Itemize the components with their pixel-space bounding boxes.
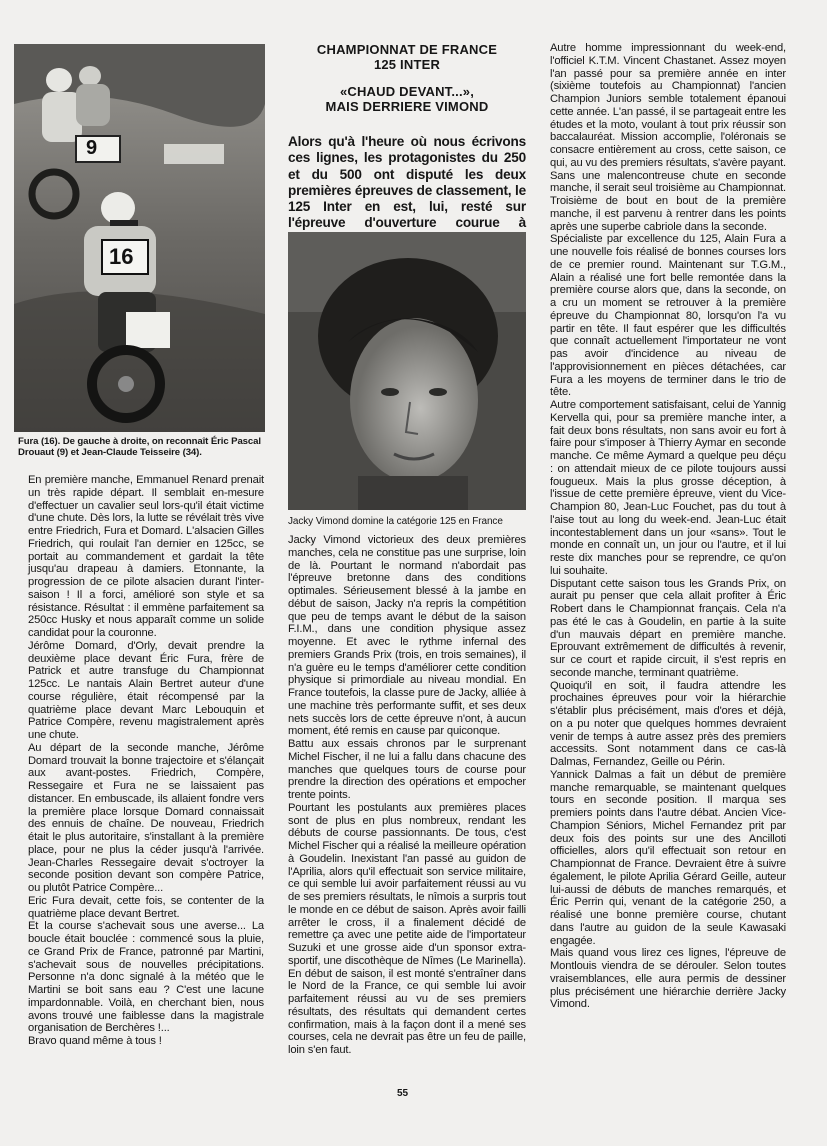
bib-number-back: 9 (86, 137, 98, 159)
col3-paragraph: Disputant cette saison tous les Grands Prix, on aurait pu penser que cela allait profiter à Éric Robert dans le Championnat français. Cela n'a pas été le cas à Goudelin, en partie à la suite d'un mauvais départ en première manche. Eprouvant extrêmement de difficultés à revenir, sur ce court et rapide circuit, il s'est repris en seconde manche, terminant quatrième. (550, 577, 786, 679)
portrait-illustration (288, 232, 526, 510)
article-heading (288, 42, 526, 114)
heading-line-3: «CHAUD DEVANT...», (339, 84, 475, 99)
column-2 (288, 534, 526, 1057)
col1-paragraph: Bravo quand même à tous ! (28, 1035, 162, 1047)
heading-line-4: MAIS DERRIERE VIMOND (325, 99, 489, 114)
col1-paragraph: Et la course s'achevait sous une averse... La boucle était bouclée : commencé sous la pluie, ce Grand Prix de France, patronné par Martini, s'achevait sous de nouvelles précipitations. Personne n'a donc signalé à la météo que le Martini se boit sans eau ? C'est une lacune impardonnable. Voilà, en cherchant bien, nous avons trouvé une faiblesse dans la magistrale organisation de Berchères !... (28, 920, 264, 1035)
col2-paragraph: Battu aux essais chronos par le surprenant Michel Fischer, il ne lui a fallu dans chacune des manches que quelques tours de course pour prendre la direction des opérations et empocher trente points. (288, 738, 526, 801)
heading-line-2: 125 INTER (373, 57, 441, 72)
col2-paragraph: Jacky Vimond victorieux des deux premières manches, cela ne constitue pas une surprise, loin de là. Pourtant le normand n'abordait pas l'épreuve bretonne dans des conditions optimales. Sérieusement blessé à la jambe en début de saison, Jacky n'a repris la compétition que peu de temps avant le début de la saison F.I.M., dans une condition physique assez moyenne. Et avec le rythme infernal des premiers Grands Prix (trois, en trois semaines), il n'a guère eu le temps d'améliorer cette condition physique si primordiale au niveau mondial. En France toutefois, la classe pure de Jacky, alliée à une machine très performante suffit, et ses deux nets succès lors de cette épreuve n'ont, à aucun moment, été remis en cause par quiconque. (288, 534, 526, 738)
col2-paragraph: Pourtant les postulants aux premières places sont de plus en plus nombreux, rendant les débuts de course passionnants. De tous, c'est Michel Fischer qui a réalisé la meilleure opération à Goudelin. Inexistant l'an passé au guidon de l'Aprilia, alors qu'il effectuait son service militaire, ce qui semble lui avoir parfaitement réussi au vu de ses premiers résultats, le nîmois a surpris tout le monde en ce début de saison. Après avoir failli arrêter le cross, il a finalement décidé de remettre ça avec une petite aide de l'importateur Suzuki et une grosse aide d'un sponsor extra-sportif, une discothèque de Nîmes (Le Marinella). En début de saison, il est monté s'entraîner dans le Nord de la France, ce qui semble lui avoir parfaitement réussi au vu de ses premiers résultats, des résultats qui demandent certes confirmation, mais à la façon dont il a mené ses courses, cela ne devrait pas être un feu de paille, loin s'en faut. (288, 801, 526, 1056)
col3-paragraph: Mais quand vous lirez ces lignes, l'épreuve de Montlouis viendra de se dérouler. Selon toutes vraisemblances, elle aura permis de dessiner plus précisément une hiérarchie derrière Jacky Vimond. (550, 947, 786, 1011)
column-1 (28, 474, 264, 1048)
col3-paragraph: Yannick Dalmas a fait un début de première manche remarquable, se maintenant quelques tours en seconde position. Il marqua ses premiers points dans l'autre débat. Ancien Vice-Champion Séniors, Michel Fernandez prit par deux fois des points sur une des Ancilloti officielles, alors qu'il effectuait son retour en Championnat de France. Devraient être à suivre également, le pilote Aprilia Gérard Geille, auteur lui-aussi de débuts de manches remarqués, et Éric Perrin qui, venant de la catégorie 250, a réalisé une bonne première course, chutant dans l'autre au guidon de la seule Kawasaki engagée. (550, 768, 786, 947)
col1-paragraph: Eric Fura devait, cette fois, se contenter de la quatrième place devant Bertret. (28, 894, 264, 920)
col3-paragraph: Spécialiste par excellence du 125, Alain Fura a une nouvelle fois réalisé de bonnes courses lors de ce premier round. Maintenant sur T.G.M., Alain a réalisé une fort belle remontée dans la première course alors que, dans la seconde, on a cru un moment se retrouver à la première épreuve du Championnat 80, lorsqu'on l'a vu partir en tête. Il faut espérer que les difficultés que connaît actuellement l'importateur ne vont pas avoir d'incidence au niveau de l'approvisionnement en pièces détachées, car Fura a les moyens de terminer dans le trio de tête. (550, 233, 786, 399)
col1-paragraph: En première manche, Emmanuel Renard prenait un très rapide départ. Il semblait en-mesure d'effectuer un cavalier seul lors-qu'il était victime d'une chute. Dès lors, la lutte se révélait très vive entre Friedrich, Fura et Domard. L'alsacien Gilles Friedrich, qui roulait l'an dernier en 125cc, se portait au commandement et gardait la tête jusqu'au drapeau à damiers. Etonnante, la progression de ce pilote alsacien durant l'inter-saison ! Il a forci, amélioré son style et sa résistance. Résultat : il emmène parfaitement sa 250cc Husky et nous apparaît comme un solide candidat pour la couronne. (28, 474, 264, 639)
article-lead: Alors qu'à l'heure où nous écrivons ces lignes, les protagonistes du 250 et du 500 ont disputé les deux premières épreuves de classement, le 125 Inter en est, lui, resté sur l'épreuve d'ouverture courue à (288, 134, 526, 231)
col1-paragraph: Au départ de la seconde manche, Jérôme Domard trouvait la bonne trajectoire et s'élançait aux avant-postes. Friedrich, Compère, Ressegaire et Fura ne se laissaient pas distancer. En embuscade, ils allaient fondre vers la première place lorsque Domard connaissait des ennuis de chaîne. De nouveau, Friedrich était le plus autoritaire, s'installant à la première place, pour ne plus la céder jusqu'à l'arrivée. Jean-Charles Ressegaire devait s'octroyer la seconde position devant son compère Patrice, ou plutôt Patrice Compère... (28, 741, 264, 894)
bib-number-front: 16 (109, 244, 134, 269)
page-number: 55 (397, 1088, 409, 1099)
motocross-photo (14, 44, 265, 432)
motocross-illustration (14, 44, 265, 432)
photo-caption-riders: Fura (16). De gauche à droite, on reconnaît Éric Pascal Drouaut (9) et Jean-Claude Teisseire (34). (18, 436, 261, 458)
heading-line-1: CHAMPIONNAT DE FRANCE (316, 42, 498, 57)
col1-paragraph: Jérôme Domard, d'Orly, devait prendre la deuxième place devant Éric Fura, frère de Patrick et autre transfuge du Championnat 125cc. Le nantais Alain Bertret auteur d'une course régulière, était récompensé par la quatrième place devant Marc Lebouquin et Patrice Compère, revenu magistralement après une chute. (28, 639, 264, 741)
photo-caption-vimond: Jacky Vimond domine la catégorie 125 en France (288, 516, 503, 527)
portrait-photo (288, 232, 526, 510)
column-3 (550, 42, 786, 1011)
col3-paragraph: Autre comportement satisfaisant, celui de Yannig Kervella qui, pour sa première manche inter, a fait deux bons résultats, non sans avoir eu fort à faire pour s'imposer à Thierry Aymar en seconde manche. Ce même Aymard a quelque peu déçu : on attendait mieux de ce pilote toujours aussi fougueux. Mais la plus grosse déception, à l'issue de cette première épreuve, vient du Vice-Champion 80, Jean-Luc Fouchet, pas du tout à l'aise tout au long du week-end. Jean-Luc était incontestablement dans un jour «sans». Tout le monde en connaît un, un jour ou l'autre, et il lui reste dix manches pour se reprendre, ce qu'on lui souhaite. (550, 399, 786, 577)
col3-paragraph: Autre homme impressionnant du week-end, l'officiel K.T.M. Vincent Chastanet. Assez moyen l'an passé pour sa première année en inter (sixième toutefois au Championnat) l'ancien Champion Juniors semble totalement épanoui cette année. L'an passé, il se partageait entre les études et la moto, voulant à tout prix réussir son baccalauréat. Mission accomplie, l'oléronais se consacre entièrement au cross, cette saison, ce qui, au vu des premiers résultats, s'avère payant. Sans une malencontreuse chute en seconde manche, il serait seul troisième au Championnat. Troisième de bout en bout de la première manche, il est parvenu à rentrer dans les points après une superbe cabriole dans la seconde. (550, 42, 786, 233)
col3-paragraph: Quoiqu'il en soit, il faudra attendre les prochaines épreuves pour voir la hiérarchie s'établir plus précisément, mais d'ores et déjà, on a pu noter que quelques hommes devraient venir de temps à autre assez près des premiers accessits. Sont notamment dans ce cas-là Dalmas, Fernandez, Geille ou Périn. (550, 679, 786, 768)
